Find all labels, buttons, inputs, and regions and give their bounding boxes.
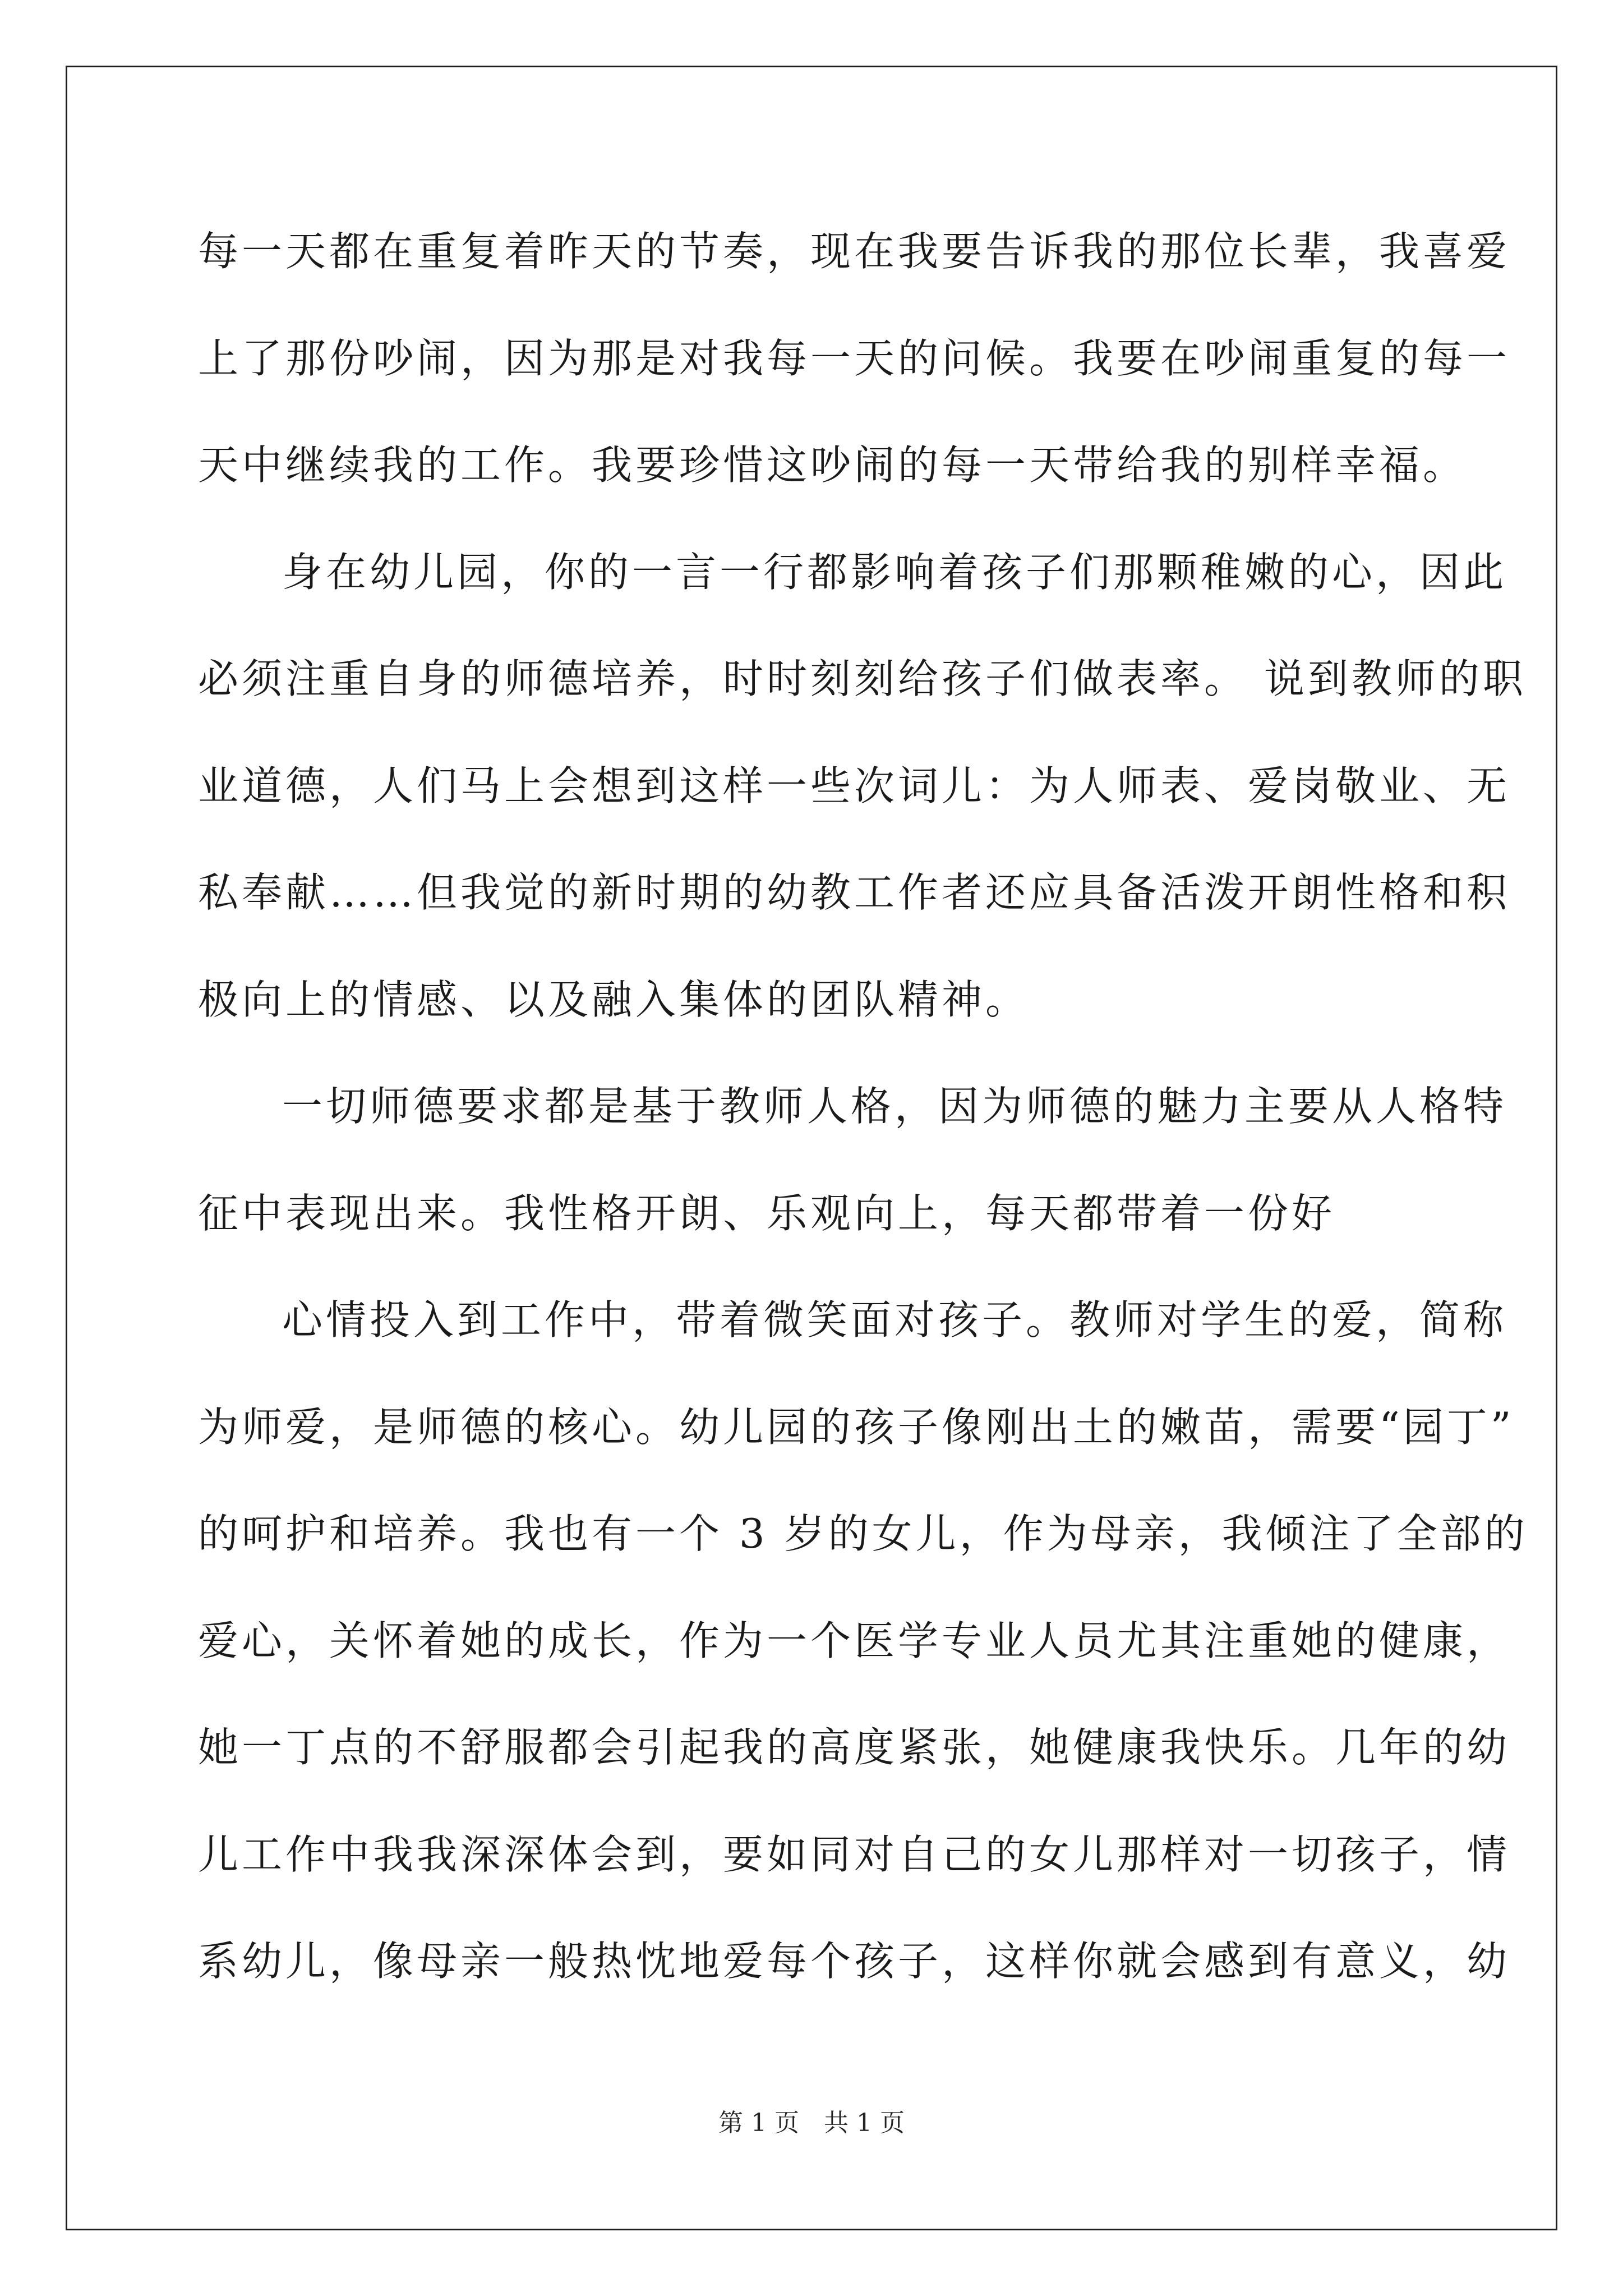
page-footer: 第 1 页 共 1 页	[718, 2109, 905, 2137]
text-line-8: 极向上的情感、以及融入集体的团队精神。	[198, 976, 1030, 1023]
text-line-13: 的呵护和培养。我也有一个 3 岁的女儿，作为母亲，我倾注了全部的	[198, 1510, 1528, 1557]
text-line-7: 私奉献……但我觉的新时期的幼教工作者还应具备活泼开朗性格和积	[198, 869, 1511, 916]
text-line-4: 身在幼儿园，你的一言一行都影响着孩子们那颗稚嫩的心，因此	[282, 548, 1507, 596]
text-line-9: 一切师德要求都是基于教师人格，因为师德的魅力主要从人格特	[282, 1083, 1507, 1130]
text-line-11: 心情投入到工作中，带着微笑面对孩子。教师对学生的爱，简称	[282, 1296, 1507, 1343]
text-line-17: 系幼儿，像母亲一般热忱地爱每个孩子，这样你就会感到有意义，幼	[198, 1938, 1511, 1985]
text-line-14: 爱心，关怀着她的成长，作为一个医学专业人员尤其注重她的健康，	[198, 1617, 1511, 1664]
text-line-12: 为师爱，是师德的核心。幼儿园的孩子像刚出土的嫩苗，需要“园丁”	[198, 1403, 1515, 1451]
text-line-6: 业道德，人们马上会想到这样一些次词儿：为人师表、爱岗敬业、无	[198, 762, 1511, 809]
text-line-5: 必须注重自身的师德培养，时时刻刻给孩子们做表率。 说到教师的职	[198, 655, 1527, 702]
text-line-10: 征中表现出来。我性格开朗、乐观向上，每天都带着一份好	[198, 1189, 1336, 1237]
text-line-3: 天中继续我的工作。我要珍惜这吵闹的每一天带给我的别样幸福。	[198, 441, 1467, 489]
text-line-2: 上了那份吵闹，因为那是对我每一天的问候。我要在吵闹重复的每一	[198, 334, 1511, 382]
document-body	[198, 209, 1528, 2026]
text-line-16: 儿工作中我我深深体会到，要如同对自己的女儿那样对一切孩子，情	[198, 1830, 1511, 1878]
text-line-1: 每一天都在重复着昨天的节奏，现在我要告诉我的那位长辈，我喜爱	[198, 228, 1511, 275]
text-line-15: 她一丁点的不舒服都会引起我的高度紧张，她健康我快乐。几年的幼	[198, 1724, 1511, 1771]
